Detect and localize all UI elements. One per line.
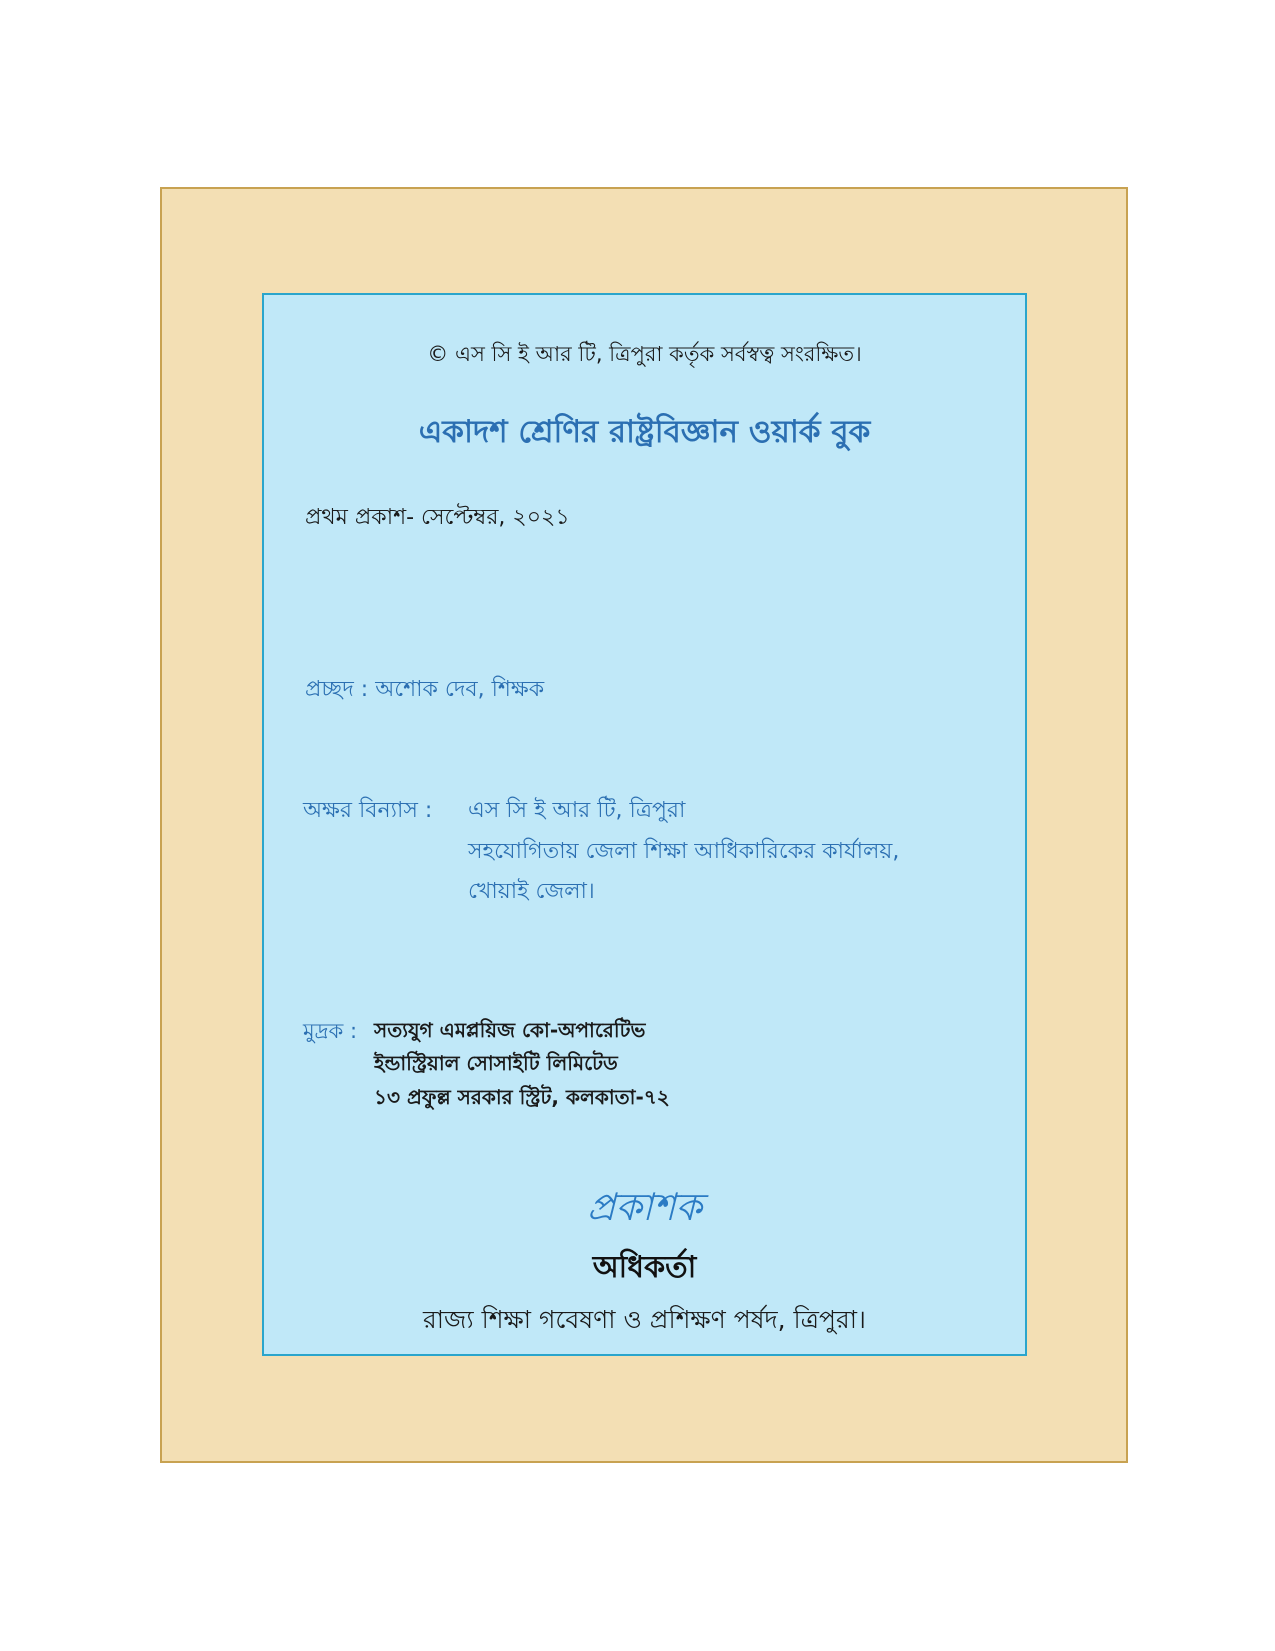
printer-line: ১৩ প্রফুল্ল সরকার স্ট্রিট, কলকাতা-৭২: [374, 1085, 670, 1109]
publisher-heading: প্রকাশক: [586, 1185, 703, 1229]
book-title: একাদশ শ্রেণির রাষ্ট্রবিজ্ঞান ওয়ার্ক বুক: [418, 414, 871, 450]
publisher-authority: অধিকর্তা: [592, 1250, 697, 1285]
typesetting-line: সহযোগিতায় জেলা শিক্ষা আধিকারিকের কার্যালয়,: [468, 839, 900, 864]
publisher-council: রাজ্য শিক্ষা গবেষণা ও প্রশিক্ষণ পর্ষদ, ত্রিপুরা।: [423, 1305, 866, 1334]
cover-credit: [305, 672, 544, 709]
printer-line: সত্যযুগ এমপ্লয়িজ কো-অপারেটিভ: [374, 1018, 646, 1042]
cover-label: প্রচ্ছদ :: [305, 677, 369, 702]
copyright-notice: © এস সি ই আর টি, ত্রিপুরা কর্তৃক সর্বস্বত্ব সংরক্ষিত।: [427, 342, 862, 366]
first-edition: প্রথম প্রকাশ- সেপ্টেম্বর, ২০২১: [305, 505, 570, 530]
printer-label: মুদ্রক :: [303, 1019, 358, 1043]
typesetting-line: এস সি ই আর টি, ত্রিপুরা: [468, 798, 686, 823]
cover-value: অশোক দেব, শিক্ষক: [375, 677, 545, 702]
printer-line: ইন্ডাস্ট্রিয়াল সোসাইটি লিমিটেড: [374, 1051, 618, 1075]
typesetting-line: খোয়াই জেলা।: [468, 879, 595, 904]
typesetting-label: অক্ষর বিন্যাস :: [303, 798, 433, 823]
